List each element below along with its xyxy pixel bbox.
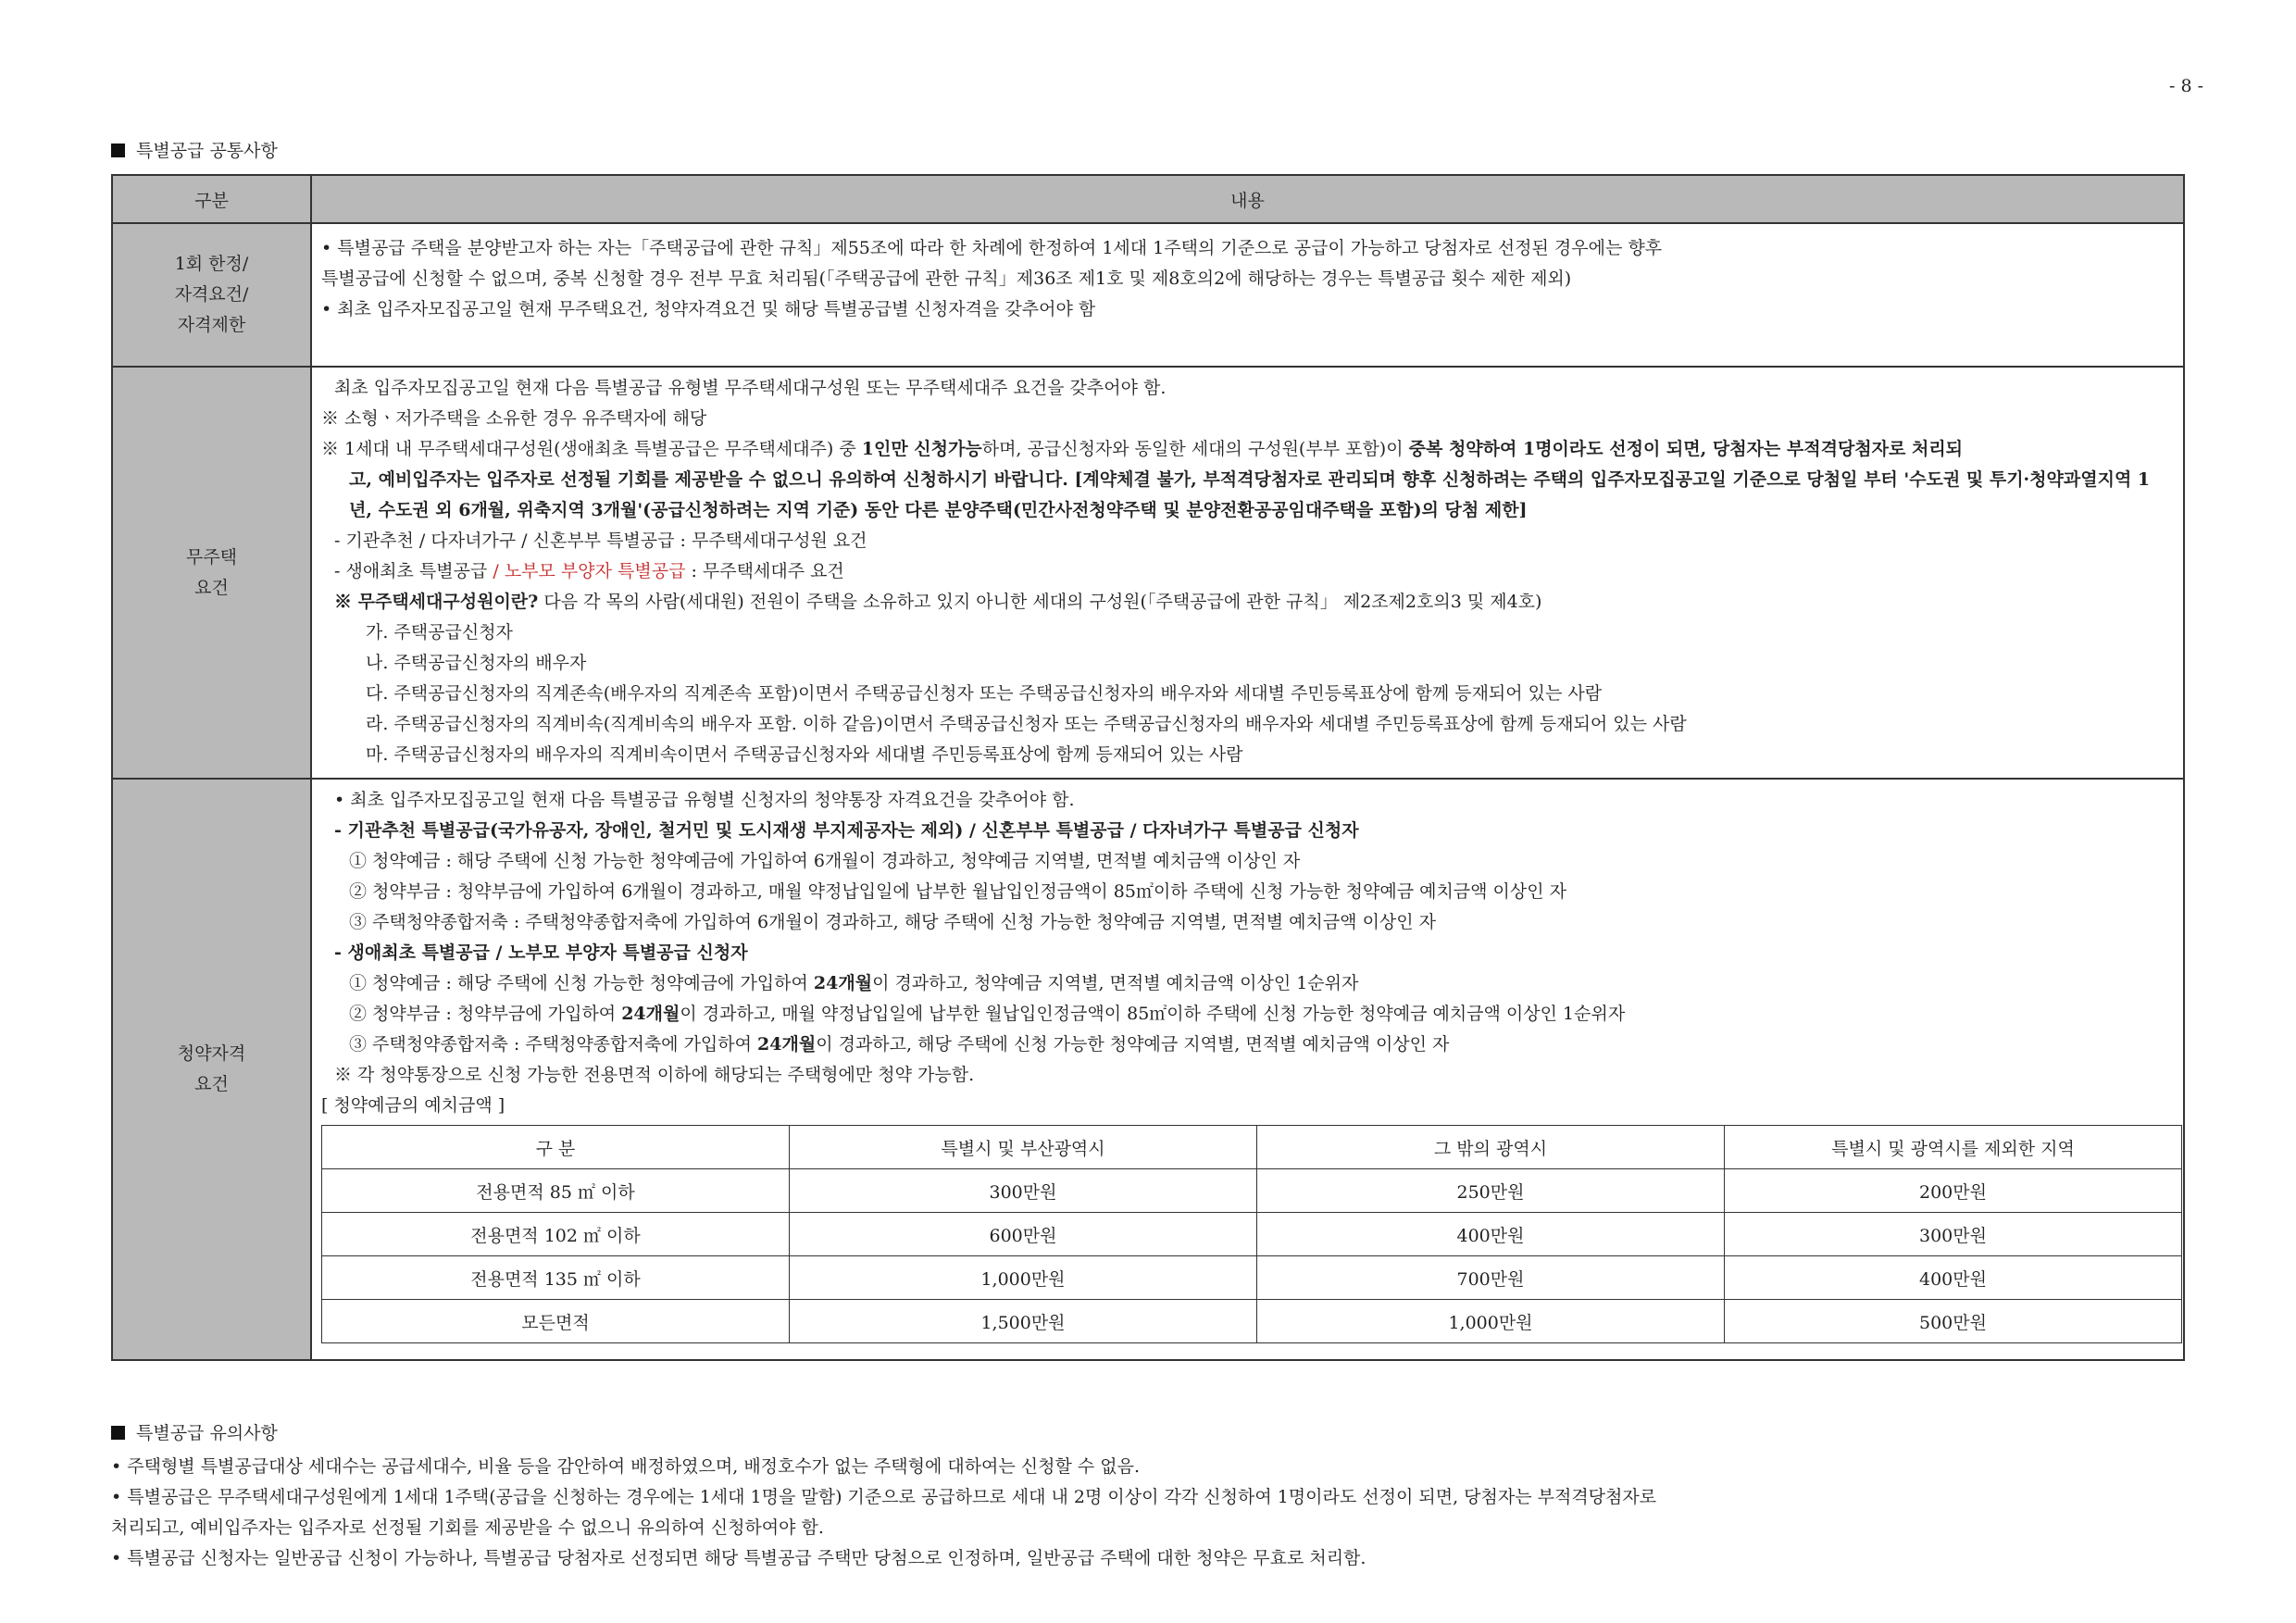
table-cell: 모든면적: [322, 1300, 790, 1343]
table-cell: 400만원: [1257, 1213, 1725, 1256]
header-category: 구분: [112, 175, 311, 223]
label-line: 자격제한: [177, 315, 246, 335]
header-content: 내용: [311, 175, 2184, 223]
content-line: ③ 주택청약종합저축 : 주택청약종합저축에 가입하여 6개월이 경과하고, 해당 주택에 신청 가능한 청약예금 지역별, 면적별 예치금액 이상인 자: [349, 912, 1437, 932]
label-line: 요건: [194, 1074, 229, 1094]
row-one-time-limit: [112, 223, 2184, 367]
list-item: 가. 주택공급신청자: [366, 622, 513, 643]
table-header-row: [112, 175, 2184, 223]
common-requirements-table: [111, 174, 2185, 1361]
label-line: 청약자격: [177, 1043, 246, 1064]
row-label-one-time-limit: [112, 223, 311, 367]
table-row: [322, 1213, 2182, 1256]
content-line: ② 청약부금 : 청약부금에 가입하여 24개월이 경과하고, 매월 약정납입일에 납부한 월납입인정금액이 85㎡이하 주택에 신청 가능한 청약예금 예치금액 이상인 1순위자: [349, 1004, 1626, 1024]
content-line: ※ 무주택세대구성원이란? 다음 각 목의 사람(세대원) 전원이 주택을 소유하고 있지 아니한 세대의 구성원(「주택공급에 관한 규칙」 제2조제2호의3 및 제4호): [334, 592, 1542, 612]
table-row: [322, 1300, 2182, 1343]
table-cell: 전용면적 85 ㎡ 이하: [322, 1169, 790, 1213]
table-cell: 300만원: [790, 1169, 1257, 1213]
table-cell: 1,500만원: [790, 1300, 1257, 1343]
deposit-amount-table: [321, 1125, 2182, 1343]
note-line: • 특별공급 신청자는 일반공급 신청이 가능하나, 특별공급 당첨자로 선정되면 해당 특별공급 주택만 당첨으로 인정하며, 일반공급 주택에 대한 청약은 무효로 처리함.: [111, 1548, 1366, 1568]
section-title-notes: [111, 1419, 278, 1444]
content-line: ① 청약예금 : 해당 주택에 신청 가능한 청약예금에 가입하여 6개월이 경과하고, 청약예금 지역별, 면적별 예치금액 이상인 자: [349, 851, 1301, 871]
content-line: ※ 소형ㆍ저가주택을 소유한 경우 유주택자에 해당: [321, 408, 707, 429]
content-line: ※ 각 청약통장으로 신청 가능한 전용면적 이하에 해당되는 주택형에만 청약 가능함.: [334, 1065, 975, 1085]
content-line: • 최초 입주자모집공고일 현재 무주택요건, 청약자격요건 및 해당 특별공급별 신청자격을 갖추어야 함: [321, 299, 1096, 319]
special-supply-notes: [111, 1452, 1656, 1574]
content-line: - 기관추천 / 다자녀가구 / 신혼부부 특별공급 : 무주택세대구성원 요건: [334, 531, 867, 551]
table-cell: 전용면적 102 ㎡ 이하: [322, 1213, 790, 1256]
content-line: • 특별공급 주택을 분양받고자 하는 자는「주택공급에 관한 규칙」제55조에 따라 한 차례에 한정하여 1세대 1주택의 기준으로 공급이 가능하고 당첨자로 선정된 경우에는 향후: [321, 238, 1663, 258]
label-line: 무주택: [185, 546, 238, 568]
label-line: 1회 한정/: [174, 254, 249, 274]
content-line: ② 청약부금 : 청약부금에 가입하여 6개월이 경과하고, 매월 약정납입일에 납부한 월납입인정금액이 85㎡이하 주택에 신청 가능한 청약예금 예치금액 이상인 자: [349, 881, 1567, 902]
row-homeless: [112, 367, 2184, 779]
list-item: 나. 주택공급신청자의 배우자: [366, 653, 587, 673]
table-cell: 300만원: [1725, 1213, 2182, 1256]
table-cell: 600만원: [790, 1213, 1257, 1256]
content-line: ※ 1세대 내 무주택세대구성원(생애최초 특별공급은 무주택세대주) 중 1인만 신청가능하며, 공급신청자와 동일한 세대의 구성원(부부 포함)이 중복 청약하여 1명이라도 선정이 되면, 당첨자는 부적격당첨자로 처리되: [321, 439, 1964, 459]
list-item: 다. 주택공급신청자의 직계존속(배우자의 직계존속 포함)이면서 주택공급신청자 또는 주택공급신청자의 배우자와 세대별 주민등록표상에 함께 등재되어 있는 사람: [366, 683, 1603, 704]
table-row: [322, 1169, 2182, 1213]
table-cell: 전용면적 135 ㎡ 이하: [322, 1256, 790, 1300]
note-line: • 특별공급은 무주택세대구성원에게 1세대 1주택(공급을 신청하는 경우에는 1세대 1명을 말함) 기준으로 공급하므로 세대 내 2명 이상이 각각 신청하여 1명이라도 선정이 되면, 당첨자는 부적격당첨자로: [111, 1487, 1657, 1507]
table-cell: 500만원: [1725, 1300, 2182, 1343]
content-line: ③ 주택청약종합저축 : 주택청약종합저축에 가입하여 24개월이 경과하고, 해당 주택에 신청 가능한 청약예금 지역별, 면적별 예치금액 이상인 자: [349, 1034, 1450, 1055]
deposit-header-cell: 특별시 및 부산광역시: [790, 1126, 1257, 1169]
content-line: - 생애최초 특별공급 / 노부모 부양자 특별공급 신청자: [334, 943, 748, 963]
content-line: 최초 입주자모집공고일 현재 다음 특별공급 유형별 무주택세대구성원 또는 무주택세대주 요건을 갖추어야 함.: [334, 378, 1167, 398]
section-title-common: [111, 137, 278, 162]
square-bullet-icon: [111, 144, 125, 157]
label-line: 요건: [194, 577, 229, 598]
table-cell: 250만원: [1257, 1169, 1725, 1213]
square-bullet-icon: [111, 1426, 125, 1440]
table-cell: 1,000만원: [1257, 1300, 1725, 1343]
note-line: • 주택형별 특별공급대상 세대수는 공급세대수, 비율 등을 감안하여 배정하였으며, 배정호수가 없는 주택형에 대하여는 신청할 수 없음.: [111, 1456, 1141, 1477]
label-line: 자격요건/: [174, 284, 249, 305]
content-line: 특별공급에 신청할 수 없으며, 중복 신청할 경우 전부 무효 처리됨(「주택공급에 관한 규칙」제36조 제1호 및 제8호의2에 해당하는 경우는 특별공급 횟수 제한 제외): [321, 268, 1572, 289]
content-line: 고, 예비입주자는 입주자로 선정될 기회를 제공받을 수 없으니 유의하여 신청하시기 바랍니다. [계약체결 불가, 부적격당첨자로 관리되며 향후 신청하려는 주택의 입주자모집공고일 기준으로 당첨일 부터 '수도권 및 투기·청약과열지역 1년, 수도권 외 6개월, 위축지역 3개월'(공급신청하려는 지역 기준) 동안 다른 분양주택(민간사전청약주택 및 분양전환공공임대주택을 포함)의 당첨 제한]: [349, 469, 2151, 520]
list-item: 라. 주택공급신청자의 직계비속(직계비속의 배우자 포함. 이하 같음)이면서 주택공급신청자 또는 주택공급신청자의 배우자와 세대별 주민등록표상에 함께 등재되어 있는 사람: [366, 714, 1687, 734]
table-cell: 200만원: [1725, 1169, 2182, 1213]
content-line: - 생애최초 특별공급 / 노부모 부양자 특별공급 : 무주택세대주 요건: [334, 561, 844, 581]
row-content-homeless: [311, 367, 2184, 779]
deposit-header-row: [322, 1126, 2182, 1169]
deposit-header-cell: 구 분: [322, 1126, 790, 1169]
table-cell: 400만원: [1725, 1256, 2182, 1300]
note-line: 처리되고, 예비입주자는 입주자로 선정될 기회를 제공받을 수 없으니 유의하여 신청하여야 함.: [111, 1517, 824, 1538]
page-number: - 8 -: [2168, 76, 2203, 96]
row-content-subscription: [311, 779, 2184, 1360]
section-title-text: 특별공급 유의사항: [136, 1423, 278, 1443]
table-row: [322, 1256, 2182, 1300]
content-line: - 기관추천 특별공급(국가유공자, 장애인, 철거민 및 도시재생 부지제공자는 제외) / 신혼부부 특별공급 / 다자녀가구 특별공급 신청자: [334, 820, 1359, 841]
content-line: ① 청약예금 : 해당 주택에 신청 가능한 청약예금에 가입하여 24개월이 경과하고, 청약예금 지역별, 면적별 예치금액 이상인 1순위자: [349, 973, 1359, 993]
table-cell: 700만원: [1257, 1256, 1725, 1300]
list-item: 마. 주택공급신청자의 배우자의 직계비속이면서 주택공급신청자와 세대별 주민등록표상에 함께 등재되어 있는 사람: [366, 744, 1243, 765]
row-subscription-qualification: [112, 779, 2184, 1360]
content-line: • 최초 입주자모집공고일 현재 다음 특별공급 유형별 신청자의 청약통장 자격요건을 갖추어야 함.: [334, 790, 1075, 810]
row-content-one-time-limit: [311, 223, 2184, 367]
table-cell: 1,000만원: [790, 1256, 1257, 1300]
row-label-subscription: [112, 779, 311, 1360]
content-line: [ 청약예금의 예치금액 ]: [321, 1095, 505, 1116]
section-title-text: 특별공급 공통사항: [136, 141, 278, 161]
row-label-homeless: [112, 367, 311, 779]
deposit-header-cell: 그 밖의 광역시: [1257, 1126, 1725, 1169]
deposit-header-cell: 특별시 및 광역시를 제외한 지역: [1725, 1126, 2182, 1169]
